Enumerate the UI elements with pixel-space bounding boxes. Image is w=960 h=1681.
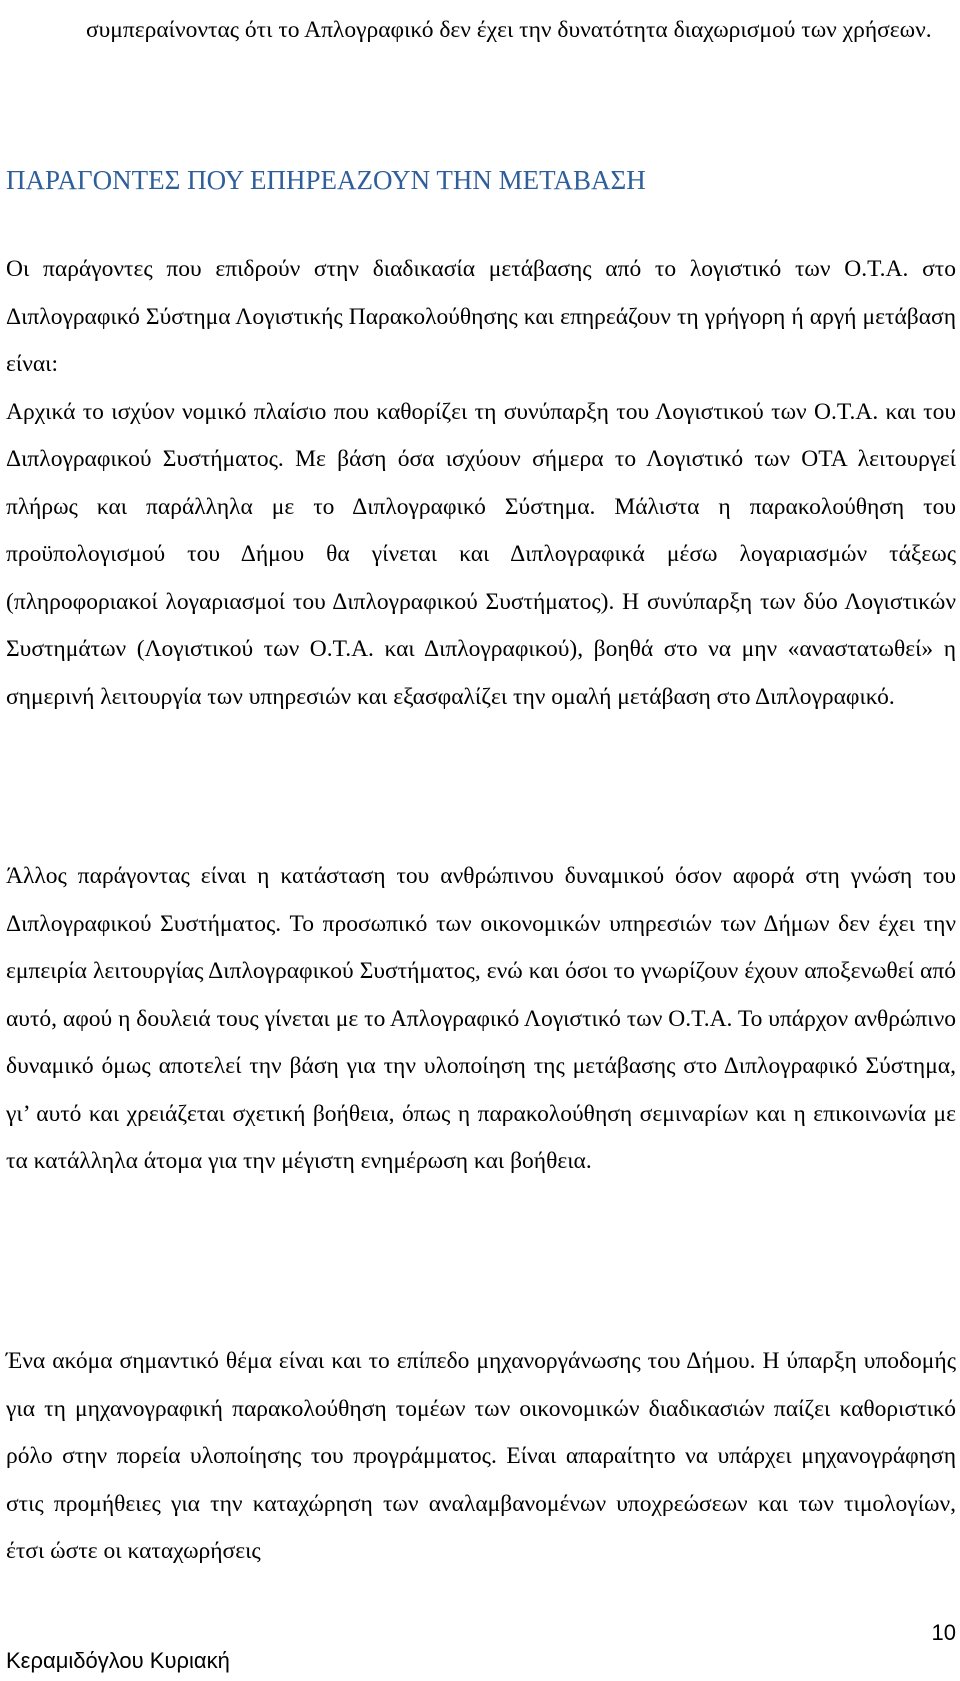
intro-continuation: συμπεραίνοντας ότι το Απλογραφικό δεν έχει την δυνατότητα διαχωρισμού των χρήσεων. — [86, 17, 932, 43]
paragraph-legal-framework: Αρχικά το ισχύον νομικό πλαίσιο που καθορίζει τη συνύπαρξη του Λογιστικού των Ο.Τ.Α. και του Διπλογραφικού Συστήματος. Με βάση όσα ισχύουν σήμερα το Λογιστικό των ΟΤΑ λειτουργεί πλήρως και παράλληλα με το Διπλογραφικό Σύστημα. Μάλιστα η παρακολούθηση του προϋπολογισμού του Δήμου θα γίνεται και Διπλογραφικά μέσω λογαριασμών τάξεως (πληροφοριακοί λογαριασμοί του Διπλογραφικού Συστήματος). Η συνύπαρξη των δύο Λογιστικών Συστημάτων (Λογιστικού των Ο.Τ.Α. και Διπλογραφικού), βοηθά στο να μην «αναστατωθεί» η σημερινή λειτουργία των υπηρεσιών και εξασφαλίζει την ομαλή μετάβαση στο Διπλογραφικό. — [6, 398, 956, 710]
footer-author: Κεραμιδόγλου Κυριακή — [6, 1648, 230, 1673]
body-text-block-1 — [6, 246, 956, 721]
paragraph-factors-intro: Οι παράγοντες που επιδρούν στην διαδικασία μετάβασης από το λογιστικό των Ο.Τ.Α. στο Διπλογραφικό Σύστημα Λογιστικής Παρακολούθησης και επηρεάζουν τη γρήγορη ή αργή μετάβαση είναι: — [6, 256, 956, 377]
page-number: 10 — [931, 1620, 956, 1645]
paragraph-mechanization: Ένα ακόμα σημαντικό θέμα είναι και το επίπεδο μηχανοργάνωσης του Δήμου. Η ύπαρξη υποδομής για τη μηχανογραφική παρακολούθηση τομέων των οικονομικών διαδικασιών παίζει καθοριστικό ρόλο στην πορεία υλοποίησης του προγράμματος. Είναι απαραίτητο να υπάρχει μηχανογράφηση στις προμήθειες για την καταχώρηση των αναλαμβανομένων υποχρεώσεων και των τιμολογίων, έτσι ώστε οι καταχωρήσεις — [6, 1348, 956, 1564]
section-heading: ΠΑΡΑΓΟΝΤΕΣ ΠΟΥ ΕΠΗΡΕΑΖΟΥΝ ΤΗΝ ΜΕΤΑΒΑΣΗ — [6, 165, 646, 195]
paragraph-human-resources: Άλλος παράγοντας είναι η κατάσταση του ανθρώπινου δυναμικού όσον αφορά στη γνώση του Διπλογραφικού Συστήματος. Το προσωπικό των οικονομικών υπηρεσιών των Δήμων δεν έχει την εμπειρία λειτουργίας Διπλογραφικού Συστήματος, ενώ και όσοι το γνωρίζουν έχουν αποξενωθεί από αυτό, αφού η δουλειά τους γίνεται με το Απλογραφικό Λογιστικό των Ο.Τ.Α. Το υπάρχον ανθρώπινο δυναμικό όμως αποτελεί την βάση για την υλοποίηση της μετάβασης στο Διπλογραφικό Σύστημα, γι’ αυτό και χρειάζεται σχετική βοήθεια, όπως η παρακολούθηση σεμιναρίων και η επικοινωνία με τα κατάλληλα άτομα για την μέγιστη ενημέρωση και βοήθεια. — [6, 863, 956, 1174]
